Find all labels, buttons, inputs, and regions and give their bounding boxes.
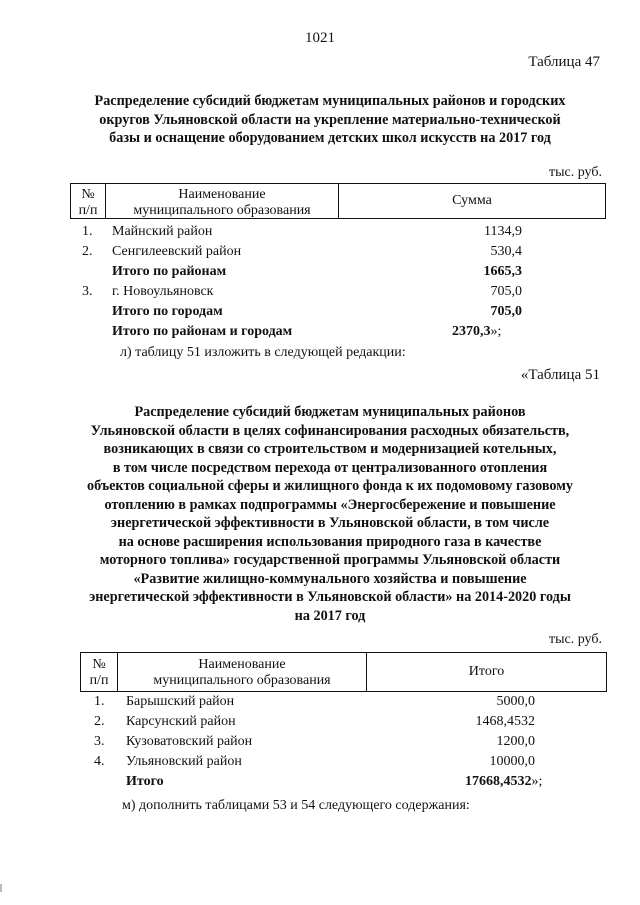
header-num-line: №: [81, 187, 95, 202]
title-line: объектов социальной сферы и жилищного фонда к их подомовому газовому: [87, 478, 573, 494]
paragraph-m: м) дополнить таблицами 53 и 54 следующего содержания:: [122, 798, 470, 813]
row-num: 1.: [82, 224, 93, 239]
table-51-label: «Таблица 51: [520, 367, 600, 383]
row-num: 2.: [82, 244, 93, 259]
row-sum: 705,0: [490, 284, 522, 299]
table-row: [80, 712, 605, 732]
table-51-header: [80, 652, 607, 692]
row-num: 2.: [94, 714, 105, 729]
table-row: [80, 772, 605, 792]
row-sum-wrap: [452, 322, 501, 342]
table-row: [70, 262, 604, 282]
row-sum: 1200,0: [496, 734, 535, 749]
title-line: в том числе посредством перехода от централизованного отопления: [112, 459, 548, 476]
header-name-line: Наименование: [178, 187, 266, 202]
table-51-body: [80, 692, 605, 792]
title-line: возникающих в связи со строительством и модернизацией котельных,: [103, 441, 557, 457]
title-line: на основе расширения использования природного газа в качестве: [118, 533, 542, 550]
row-name: Кузоватовский район: [126, 734, 253, 749]
title-line: на 2017 год: [294, 607, 366, 624]
row-name: Барышский район: [126, 694, 235, 709]
title-line: энергетической эффективности в Ульяновской области» на 2014-2020 годы: [89, 589, 571, 605]
row-sum: 2370,3: [452, 324, 491, 339]
row-sum: 17668,4532: [465, 774, 532, 789]
table-47-label: Таблица 47: [528, 54, 600, 70]
title-line: отоплению в рамках подпрограммы «Энергосбережение и повышение: [104, 496, 556, 513]
table-47-title: [60, 92, 600, 148]
table-row: [80, 752, 605, 772]
row-sum-suffix: »;: [531, 774, 543, 789]
title-line: Распределение субсидий бюджетам муниципальных районов: [134, 404, 526, 420]
header-name-line: Наименование: [198, 657, 286, 672]
table-47-unit: тыс. руб.: [549, 165, 602, 180]
row-sum: 530,4: [490, 244, 522, 259]
table-51-title: [60, 403, 600, 625]
table-51-unit: тыс. руб.: [549, 632, 602, 647]
table-row: [80, 732, 605, 752]
table-row: [70, 222, 604, 242]
row-name: Итого по районам и городам: [112, 324, 293, 339]
table-row: [70, 322, 604, 342]
row-name: г. Новоульяновск: [112, 284, 214, 299]
row-name: Сенгилеевский район: [112, 244, 242, 259]
row-sum-wrap: [465, 772, 542, 792]
row-num: 4.: [94, 754, 105, 769]
title-line: «Развитие жилищно-коммунального хозяйства и повышение: [133, 570, 527, 587]
title-line: базы и оснащение оборудованием детских школ искусств на 2017 год: [109, 130, 551, 146]
header-name-line: муниципального образования: [153, 673, 331, 688]
header-sum: Сумма: [452, 193, 492, 208]
table-row: [70, 242, 604, 262]
header-num: [71, 184, 106, 218]
row-sum: 10000,0: [489, 754, 535, 769]
row-num: 1.: [94, 694, 105, 709]
row-num: 3.: [82, 284, 93, 299]
header-name-line: муниципального образования: [133, 203, 311, 218]
row-sum: 1665,3: [483, 264, 522, 279]
row-name: Ульяновский район: [126, 754, 242, 769]
row-name: Итого: [126, 774, 164, 789]
row-name: Итого по городам: [112, 304, 223, 319]
row-sum: 1134,9: [484, 224, 522, 239]
scan-mark: [0, 884, 2, 892]
row-name: Карсунский район: [126, 714, 236, 729]
header-num-line: п/п: [89, 673, 109, 688]
row-sum-suffix: »;: [490, 324, 502, 339]
table-row: [70, 282, 604, 302]
paragraph-l: л) таблицу 51 изложить в следующей редакции:: [120, 345, 406, 360]
title-line: Распределение субсидий бюджетам муниципальных районов и городских: [94, 93, 566, 109]
header-num-line: п/п: [78, 203, 98, 218]
table-row: [70, 302, 604, 322]
row-name: Итого по районам: [112, 264, 227, 279]
row-sum: 1468,4532: [475, 714, 535, 729]
table-47-body: [70, 222, 604, 342]
header-name: [106, 184, 339, 218]
page-number: 1021: [305, 30, 335, 46]
header-name: [118, 653, 367, 691]
row-sum: 705,0: [490, 304, 522, 319]
header-sum: Итого: [468, 664, 505, 679]
title-line: Ульяновской области в целях софинансирования расходных обязательств,: [90, 422, 570, 439]
header-num: [81, 653, 118, 691]
title-line: энергетической эффективности в Ульяновской области, в том числе: [110, 515, 550, 531]
row-name: Майнский район: [112, 224, 213, 239]
row-num: 3.: [94, 734, 105, 749]
title-line: округов Ульяновской области на укрепление материально-технической: [99, 111, 561, 128]
row-sum: 5000,0: [496, 694, 535, 709]
title-line: моторного топлива» государственной программы Ульяновской области: [99, 552, 561, 568]
table-47-header: [70, 183, 606, 219]
table-row: [80, 692, 605, 712]
header-num-line: №: [92, 657, 106, 672]
